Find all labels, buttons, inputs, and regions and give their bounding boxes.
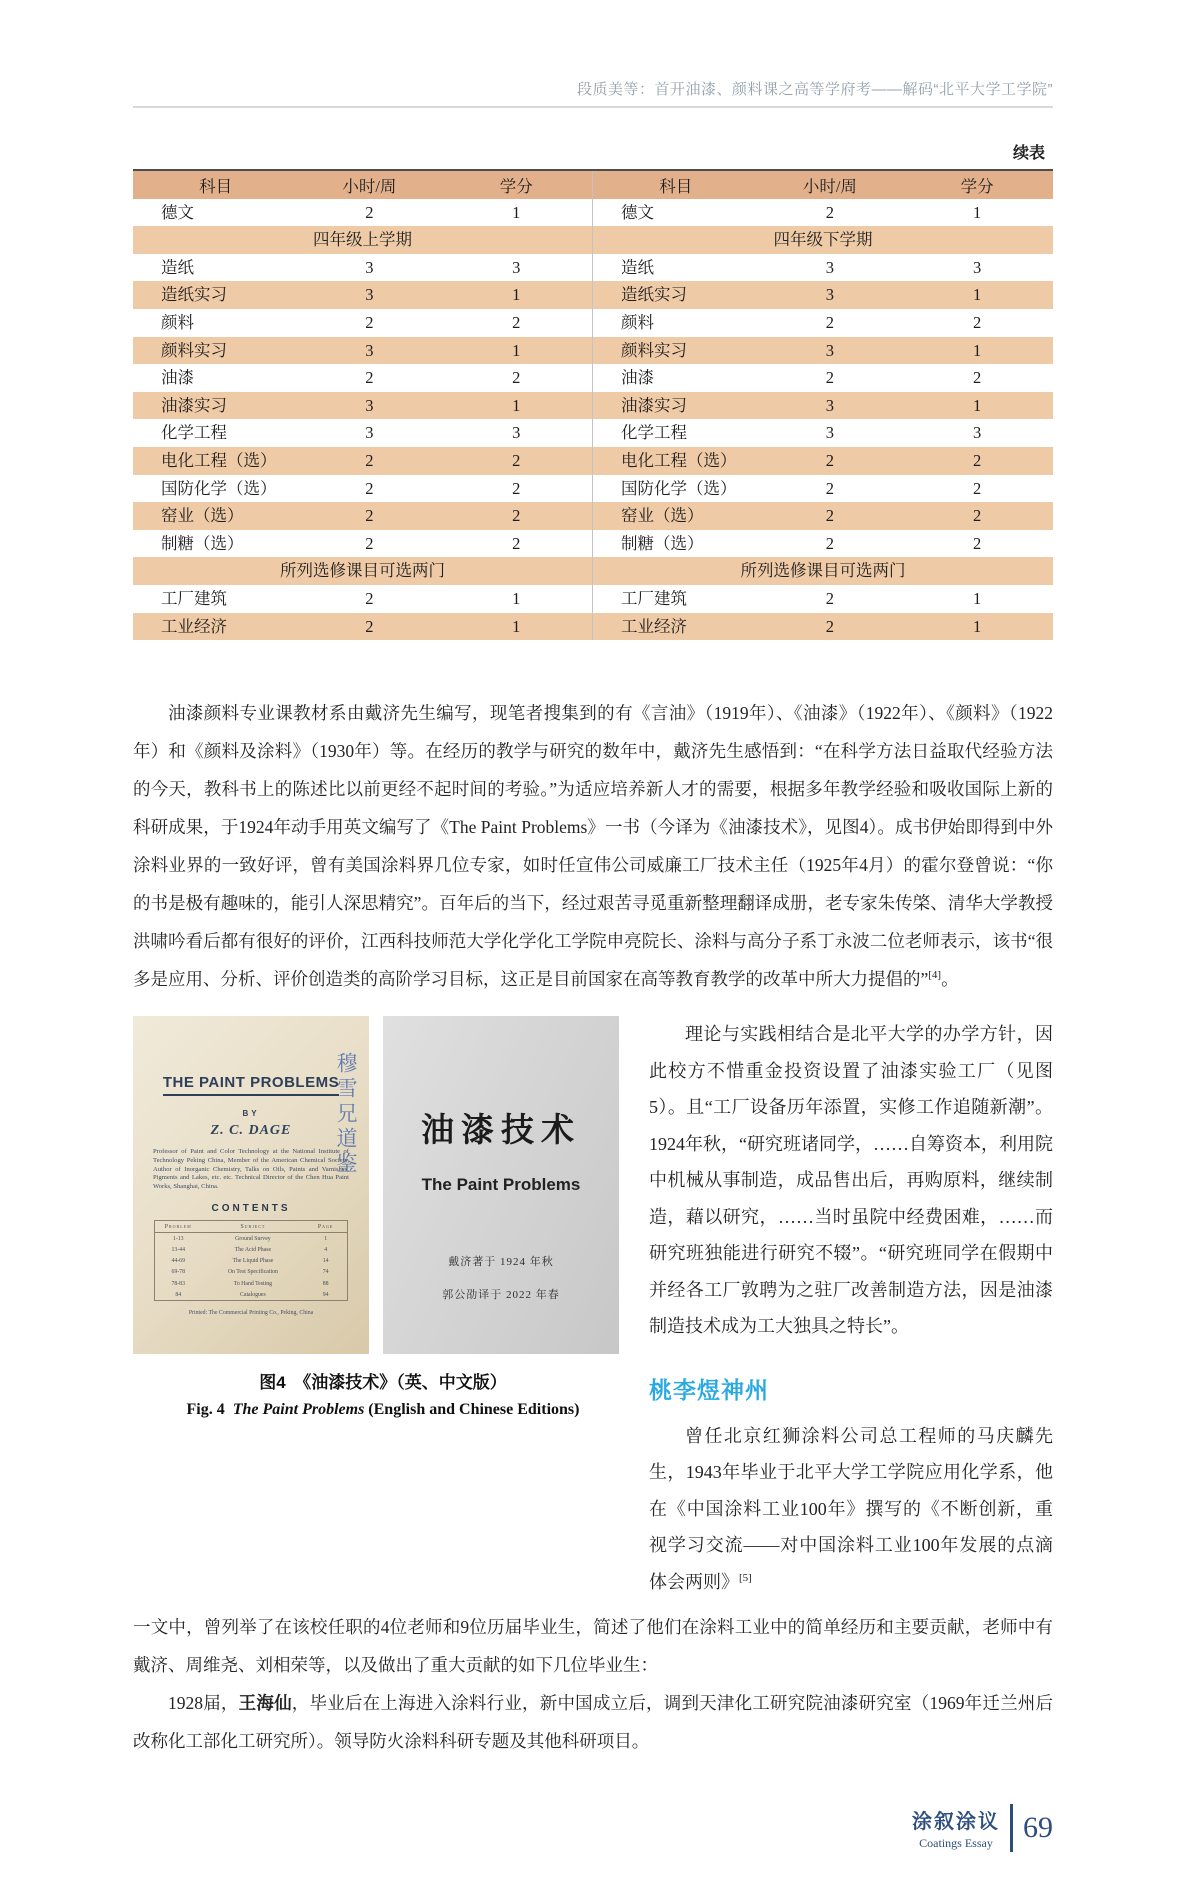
course-name: 窑业（选） — [161, 506, 244, 526]
figure-block — [133, 1016, 633, 1600]
book-subtitle-english: The Paint Problems — [421, 1175, 581, 1195]
contents-header-row — [155, 1221, 347, 1233]
course-name: 颜料实习 — [621, 340, 687, 360]
book-contents-table — [154, 1220, 348, 1301]
contents-cell: Ground Survey — [235, 1235, 271, 1242]
contents-cell: 78-83 — [171, 1280, 185, 1287]
contents-cell: 84 — [175, 1291, 182, 1298]
credits-value: 2 — [512, 312, 521, 332]
paragraph-text: 油漆颜料专业课教材系由戴济先生编写，现笔者搜集到的有《言油》（1919年）、《油漆》（1922年）、《颜料》（1922年）和《颜料及涂料》（1930年）等。在经历的教学与研究的数年中，戴济先生感悟到：“在科学方法日益取代经验方法的今天，教科书上的陈述比以前更经不起时间的考验。”为适应培养新人才的需要，根据多年教学经验和吸收国际上新的科研成果，于1924年动手用英文编写了《The Paint Problems》一书（今译为《油漆技术》，见图4）。成书伊始即得到中外涂料业界的一致好评，曾有美国涂料界几位专家，如时任宣伟公司威廉工厂技术主任（1925年4月）的霍尔登曾说：“你的书是极有趣味的，能引人深思精究”。百年后的当下，经过艰苦寻觅重新整理翻译成册，老专家朱传棨、清华大学教授洪啸吟看后都有很好的评价，江西科技师范大学化学化工学院申亮院长、涂料与高分子系丁永波二位老师表示，该书“很多是应用、分析、评价创造类的高阶学习目标，这正是目前国家在高等教育教学的改革中所大力提倡的” — [133, 703, 1053, 990]
hours-value: 3 — [825, 395, 835, 415]
course-name: 工业经济 — [161, 616, 227, 636]
contents-cell: 1 — [324, 1235, 328, 1242]
table-section-label: 所列选修课目可选两门 — [279, 561, 445, 581]
contents-cell: 74 — [322, 1269, 329, 1276]
book-cover-images — [133, 1016, 633, 1354]
hours-value: 3 — [365, 423, 374, 443]
book-imprint: Printed: The Commercial Printing Co., Peking, China — [188, 1310, 314, 1317]
book-title-chinese: 油漆技术 — [421, 1113, 581, 1150]
figure-caption-rest: (English and Chinese Editions) — [368, 1401, 580, 1419]
hours-value: 2 — [825, 368, 835, 388]
contents-cell: On Test Specification — [227, 1269, 278, 1276]
hours-value: 2 — [365, 202, 374, 222]
paragraph-textbooks — [133, 694, 1053, 998]
course-name: 造纸实习 — [161, 285, 227, 305]
book-translator-line: 郭公劭译于 2022 年春 — [442, 1289, 560, 1302]
table-row — [133, 281, 1053, 309]
credits-value: 3 — [972, 423, 982, 443]
hours-value: 3 — [365, 340, 374, 360]
paragraph-lead: 1928届， — [168, 1693, 239, 1714]
book-cover-chinese — [383, 1016, 619, 1354]
footnote-ref-4: [4] — [928, 969, 942, 982]
table-row — [133, 337, 1053, 365]
course-name: 窑业（选） — [621, 506, 704, 526]
credits-value: 3 — [972, 257, 982, 277]
hours-value: 2 — [825, 616, 835, 636]
figure-label: Fig. 4 — [186, 1401, 225, 1419]
footnote-ref-5: [5] — [739, 1571, 752, 1584]
table-row — [133, 530, 1053, 558]
section-heading: 桃李煜神州 — [649, 1376, 769, 1403]
credits-value: 2 — [512, 533, 521, 553]
hours-value: 2 — [365, 450, 374, 470]
hours-value: 2 — [825, 478, 835, 498]
graduate-name: 王海仙 — [238, 1693, 292, 1714]
course-name: 德文 — [161, 202, 194, 222]
hours-value: 2 — [825, 202, 835, 222]
contents-row — [155, 1278, 347, 1289]
table-row — [133, 254, 1053, 282]
paragraph-continuation: 一文中，曾列举了在该校任职的4位老师和9位历届毕业生，简述了他们在涂料工业中的简单经历和主要贡献，老师中有戴济、周维尧、刘相荣等，以及做出了重大贡献的如下几位毕业生： — [133, 1617, 1053, 1676]
paragraph-tail: 。 — [941, 969, 959, 990]
book-by-label: BY — [242, 1109, 260, 1119]
table-row — [133, 585, 1053, 613]
credits-value: 1 — [512, 202, 521, 222]
credits-value: 2 — [512, 450, 521, 470]
table-row — [133, 199, 1053, 227]
hours-value: 2 — [365, 478, 374, 498]
running-header: 段质美等：首开油漆、颜料课之高等学府考——解码“北平大学工学院” — [577, 81, 1053, 98]
credits-value: 2 — [972, 478, 982, 498]
column-header-hours: 小时/周 — [802, 176, 857, 196]
contents-cell: Problem — [164, 1223, 192, 1230]
figure-caption-chinese: 图4 《油漆技术》（英、中文版） — [259, 1373, 507, 1393]
contents-cell: The Acid Phase — [234, 1247, 272, 1254]
contents-cell: 88 — [322, 1280, 329, 1287]
hours-value: 3 — [825, 423, 835, 443]
column-header-hours: 小时/周 — [342, 176, 397, 196]
journal-name-english: Coatings Essay — [919, 1836, 993, 1851]
footer-divider-bar — [1010, 1804, 1013, 1852]
book-author: Z. C. DAGE — [210, 1123, 292, 1139]
credits-value: 1 — [972, 616, 982, 636]
hours-value: 2 — [825, 506, 835, 526]
continued-table-note: 续表 — [1012, 145, 1045, 162]
contents-row — [155, 1289, 347, 1300]
course-name: 制糖（选） — [621, 533, 704, 553]
credits-value: 2 — [972, 506, 982, 526]
contents-cell: 94 — [322, 1291, 329, 1298]
course-name: 国防化学（选） — [621, 478, 737, 498]
contents-cell: 69-78 — [171, 1269, 185, 1276]
course-name: 颜料 — [621, 312, 654, 332]
contents-cell: 13-44 — [171, 1247, 185, 1254]
credits-value: 1 — [972, 340, 982, 360]
book-contents-title: CONTENTS — [211, 1203, 291, 1215]
course-name: 电化工程（选） — [161, 450, 277, 470]
credits-value: 2 — [972, 312, 982, 332]
credits-value: 1 — [972, 395, 982, 415]
column-header-subject: 科目 — [199, 176, 233, 196]
course-name: 油漆 — [161, 368, 194, 388]
page-footer — [133, 1804, 1053, 1892]
course-table-body — [133, 199, 1053, 641]
hours-value: 2 — [365, 506, 374, 526]
contents-row — [155, 1267, 347, 1278]
hours-value: 2 — [365, 588, 374, 608]
course-name: 化学工程 — [161, 423, 227, 443]
credits-value: 2 — [512, 478, 521, 498]
hours-value: 3 — [365, 285, 374, 305]
column-header-subject: 科目 — [659, 176, 693, 196]
contents-cell: Catalogues — [240, 1291, 266, 1298]
course-name: 颜料实习 — [161, 340, 227, 360]
table-row — [133, 419, 1053, 447]
contents-cell: 44-69 — [171, 1258, 185, 1265]
credits-value: 3 — [512, 257, 521, 277]
credits-value: 1 — [512, 285, 521, 305]
contents-row — [155, 1244, 347, 1255]
table-row — [133, 364, 1053, 392]
contents-cell: 14 — [322, 1258, 329, 1265]
paragraph-rest: ，毕业后在上海进入涂料行业，新中国成立后，调到天津化工研究院油漆研究室（1969年迁兰州后改称化工部化工研究所）。领导防火涂料科研专题及其他科研项目。 — [133, 1693, 1054, 1752]
hours-value: 2 — [365, 533, 374, 553]
table-row — [133, 502, 1053, 530]
hours-value: 2 — [365, 368, 374, 388]
course-name: 工厂建筑 — [161, 588, 227, 608]
right-text-column — [649, 1016, 1053, 1600]
contents-cell: The Liquid Phase — [232, 1258, 274, 1265]
credits-value: 3 — [512, 423, 521, 443]
paragraph-text: 曾任北京红狮涂料公司总工程师的马庆麟先生，1943年毕业于北平大学工学院应用化学系，他在《中国涂料工业100年》撰写的《不断创新，重视学习交流——对中国涂料工业100年发展的点滴体会两则》 — [649, 1425, 1053, 1592]
hours-value: 2 — [825, 588, 835, 608]
column-header-credits: 学分 — [499, 176, 533, 196]
table-row — [133, 309, 1053, 337]
course-name: 颜料 — [161, 312, 194, 332]
header-rule — [133, 106, 1053, 108]
page-number: 69 — [1023, 1811, 1053, 1845]
table-section-label: 所列选修课目可选两门 — [740, 561, 906, 581]
credits-value: 2 — [512, 506, 521, 526]
course-name: 工业经济 — [621, 616, 687, 636]
course-name: 国防化学（选） — [161, 478, 277, 498]
contents-cell: To Hand Testing — [233, 1280, 273, 1287]
hours-value: 2 — [365, 312, 374, 332]
paragraph-1928-graduate — [133, 1684, 1053, 1760]
course-name: 造纸 — [161, 257, 194, 277]
hours-value: 3 — [365, 257, 374, 277]
credits-value: 2 — [512, 368, 521, 388]
contents-cell: Subject — [240, 1223, 266, 1230]
course-name: 油漆实习 — [161, 395, 227, 415]
column-header-credits: 学分 — [960, 176, 994, 196]
hours-value: 2 — [825, 312, 835, 332]
credits-value: 2 — [972, 533, 982, 553]
book-author-line: 戴济著于 1924 年秋 — [448, 1256, 554, 1269]
table-row — [133, 392, 1053, 420]
book-cover-english — [133, 1016, 369, 1354]
course-name: 化学工程 — [621, 423, 687, 443]
figure-book-title: The Paint Problems — [232, 1401, 365, 1419]
credits-value: 1 — [972, 285, 982, 305]
course-name: 制糖（选） — [161, 533, 244, 553]
table-section-row — [133, 557, 1053, 585]
table-row — [133, 447, 1053, 475]
table-section-label: 四年级下学期 — [773, 230, 873, 250]
hours-value: 2 — [825, 533, 835, 553]
hours-value: 3 — [825, 285, 835, 305]
credits-value: 1 — [512, 395, 521, 415]
paragraph-ma-qinglin — [649, 1418, 1053, 1601]
credits-value: 2 — [972, 450, 982, 470]
two-column-section — [133, 1016, 1053, 1600]
credits-value: 1 — [512, 340, 521, 360]
contents-row — [155, 1233, 347, 1244]
course-name: 造纸 — [621, 257, 654, 277]
hours-value: 2 — [365, 616, 374, 636]
journal-name-chinese: 涂叙涂议 — [912, 1811, 1000, 1834]
figure-caption-english — [133, 1401, 633, 1419]
course-table-header-row — [133, 171, 1053, 199]
contents-cell: 1-13 — [172, 1235, 184, 1242]
book-author-bio: Professor of Paint and Color Technology at the National Institute of Technology Peking China, Member of the American Chemical Society, Author of Inorganic Chemistry, Talks on Oils, Paints and Varnishes, Pigments and Lakes, etc. etc. Technical Director of the Chen Hua Paint Works, Shanghai, China. — [153, 1148, 349, 1191]
course-name: 工厂建筑 — [621, 588, 687, 608]
hours-value: 3 — [825, 340, 835, 360]
hours-value: 2 — [825, 450, 835, 470]
table-section-label: 四年级上学期 — [312, 230, 412, 250]
credits-value: 2 — [972, 368, 982, 388]
course-table — [133, 169, 1053, 640]
table-row — [133, 475, 1053, 503]
contents-cell: Page — [317, 1223, 334, 1230]
contents-row — [155, 1256, 347, 1267]
credits-value: 1 — [972, 588, 982, 608]
contents-cell: 4 — [324, 1247, 328, 1254]
closing-section — [133, 1608, 1053, 1760]
table-row — [133, 613, 1053, 641]
course-name: 电化工程（选） — [621, 450, 737, 470]
book-title-english: THE PAINT PROBLEMS — [163, 1074, 339, 1096]
handwritten-inscription: 穆雪兄道鉴 — [334, 1052, 358, 1178]
credits-value: 1 — [972, 202, 982, 222]
credits-value: 1 — [512, 616, 521, 636]
hours-value: 3 — [825, 257, 835, 277]
journal-mark — [912, 1805, 1000, 1851]
course-name: 德文 — [621, 202, 654, 222]
hours-value: 3 — [365, 395, 374, 415]
course-name: 油漆实习 — [621, 395, 687, 415]
table-section-row — [133, 226, 1053, 254]
course-name: 造纸实习 — [621, 285, 687, 305]
credits-value: 1 — [512, 588, 521, 608]
course-name: 油漆 — [621, 368, 654, 388]
paragraph-factory: 理论与实践相结合是北平大学的办学方针，因此校方不惜重金投资设置了油漆实验工厂（见图5）。且“工厂设备历年添置，实修工作追随新潮”。1924年秋，“研究班诸同学，……自筹资本，利用院中机械从事制造，成品售出后，再购原料，继续制造，藉以研究，……当时虽院中经费困难，……而研究班独能进行研究不辍”。“研究班同学在假期中并经各工厂敦聘为之驻厂改善制造方法，因是油漆制造技术成为工大独具之特长”。 — [649, 1024, 1053, 1337]
